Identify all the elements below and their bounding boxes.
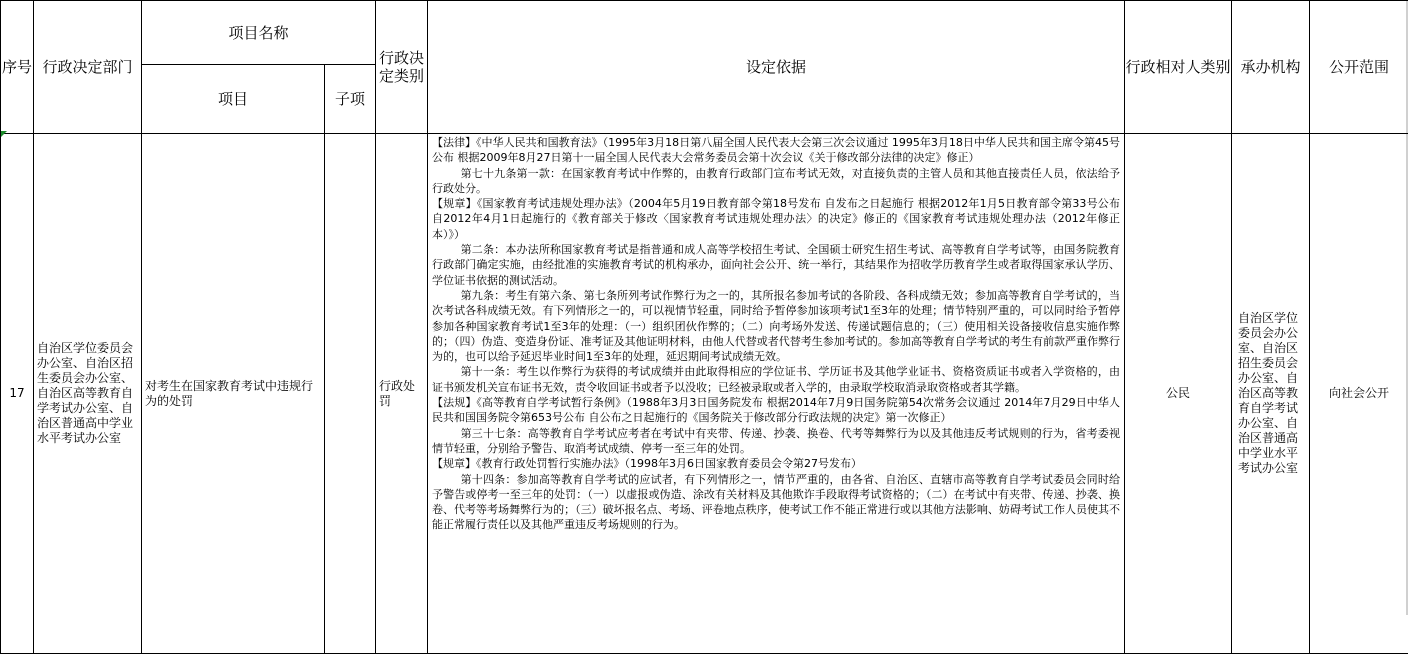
header-subitem: 子项 — [325, 65, 376, 134]
basis-article-14: 第十四条：参加高等教育自学考试的应试者，有下列情形之一，情节严重的，由各省、自治区、直辖市高等教育自学考试委员会同时给予警告或停考一至三年的处罚：（一）以虚报或伪造、涂改有关材料及其他欺诈手段取得考试资格的；（二）在考试中有夹带、传递、抄袭、换卷、代考等考场舞弊行为的；（三）破坏报名点、考场、评卷地点秩序，使考试工作不能正常进行或以其他方法影响、妨碍考试工作人员使其不能正常履行责任以及其他严重违反考场规则的行为。 — [432, 472, 1121, 532]
basis-rule-admin-penalty: 【规章】《教育行政处罚暂行实施办法》（1998年3月6日国家教育委员会令第27号发布） — [432, 457, 863, 471]
basis-article-11: 第十一条：考生以作弊行为获得的考试成绩并由此取得相应的学位证书、学历证书及其他学业证书、资格资质证书或者入学资格的，由证书颁发机关宣布证书无效，责令收回证书或者予以没收；已经被录取或者入学的，由录取学校取消录取资格或者其学籍。 — [432, 365, 1121, 394]
basis-article-9: 第九条：考生有第六条、第七条所列考试作弊行为之一的，其所报名参加考试的各阶段、各科成绩无效；参加高等教育自学考试的，当次考试各科成绩无效。有下列情形之一的，可以视情节轻重，同时给予暂停参加该项考试1至3年的处理；情节特别严重的，可以同时给予暂停参加各种国家教育考试1至3年的处理：（一）组织团伙作弊的；（二）向考场外发送、传递试题信息的；（三）使用相关设备接收信息实施作弊的；（四）伪造、变造身份证、准考证及其他证明材料，由他人代替或者代替考生参加考试的。参加高等教育自学考试的考生有前款严重作弊行为的，也可以给予延迟毕业时间1至3年的处理，延迟期间考试成绩无效。 — [432, 288, 1121, 364]
row-dept: 自治区学位委员会办公室、自治区招生委员会办公室、自治区高等教育自学考试办公室、自治区普通高中学业水平考试办公室 — [34, 134, 142, 654]
row-subitem — [325, 134, 376, 654]
cell-comment-marker-icon — [1, 131, 7, 137]
row-item: 对考生在国家教育考试中违规行为的处罚 — [142, 134, 325, 654]
basis-regulation-self-study: 【法规】《高等教育自学考试暂行条例》（1988年3月3日国务院发布 根据2014年7月9日国务院第54次常务会议通过 2014年7月29日中华人民共和国国务院令第653号公布 自公布之日起施行的《国务院关于修改部分行政法规的决定》第一次修正） — [432, 396, 1121, 425]
basis-law-education: 【法律】《中华人民共和国教育法》（1995年3月18日第八届全国人民代表大会第三次会议通过 1995年3月18日中华人民共和国主席令第45号公布 根据2009年8月27日第十一届全国人民代表大会常务委员会第十次会议《关于修改部分法律的决定》修正） — [432, 136, 1121, 165]
header-dept: 行政决定部门 — [34, 1, 142, 134]
header-project-name: 项目名称 — [142, 1, 376, 65]
row-seq: 17 — [1, 134, 34, 654]
header-basis: 设定依据 — [428, 1, 1125, 134]
row-scope: 向社会公开 — [1310, 134, 1408, 654]
header-agency: 承办机构 — [1232, 1, 1310, 134]
header-counterpart: 行政相对人类别 — [1125, 1, 1232, 134]
header-seq: 序号 — [1, 1, 34, 134]
row-agency: 自治区学位委员会办公室、自治区招生委员会办公室、自治区高等教育自学考试办公室、自治区普通高中学业水平考试办公室 — [1232, 134, 1310, 654]
header-item: 项目 — [142, 65, 325, 134]
row-basis — [428, 134, 1125, 654]
basis-article-37: 第三十七条：高等教育自学考试应考者在考试中有夹带、传递、抄袭、换卷、代考等舞弊行为以及其他违反考试规则的行为，省考委视情节轻重，分别给予警告、取消考试成绩、停考一至三年的处罚。 — [432, 426, 1121, 455]
row-counterpart: 公民 — [1125, 134, 1232, 654]
basis-article-2: 第二条：本办法所称国家教育考试是指普通和成人高等学校招生考试、全国硕士研究生招生考试、高等教育自学考试等，由国务院教育行政部门确定实施，由经批准的实施教育考试的机构承办，面向社会公开、统一举行，其结果作为招收学历教育学生或者取得国家承认学历、学位证书依据的测试活动。 — [432, 243, 1121, 287]
basis-article-79: 第七十九条第一款：在国家教育考试中作弊的，由教育行政部门宣布考试无效，对直接负责的主管人员和其他直接责任人员，依法给予行政处分。 — [432, 166, 1121, 195]
row-category: 行政处罚 — [376, 134, 428, 654]
header-category: 行政决定类别 — [376, 1, 428, 134]
header-scope: 公开范围 — [1310, 1, 1408, 134]
basis-rule-exam-violation: 【规章】《国家教育考试违规处理办法》（2004年5月19日教育部令第18号发布 自发布之日起施行 根据2012年1月5日教育部令第33号公布 自2012年4月1日起施行的《教育部关于修改〈国家教育考试违规处理办法〉的决定》修正的《国家教育考试违规处理办法（2012年修正本）》） — [432, 197, 1121, 241]
